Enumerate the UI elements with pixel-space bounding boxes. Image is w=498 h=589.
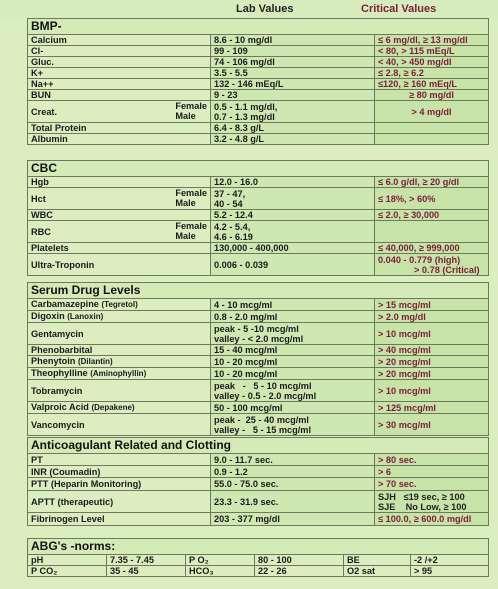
drugs-title: Serum Drug Levels [27, 282, 489, 298]
critical-value: ≤120, ≥ 160 mEq/L [375, 79, 489, 90]
bmp-title: BMP- [27, 18, 489, 34]
table-row [28, 177, 489, 188]
table-row [28, 368, 489, 380]
table-row [28, 345, 489, 356]
lab-value [211, 323, 375, 345]
table-row [28, 221, 489, 243]
row-name [28, 299, 211, 311]
drug-name: Digoxin [31, 311, 65, 321]
row-name: Fibrinogen Level [28, 513, 211, 526]
lab-value: 23.3 - 31.9 sec. [211, 491, 375, 513]
drug-brand: (Aminophyllin) [90, 369, 147, 378]
row-name [28, 101, 211, 123]
drugs-section [27, 282, 489, 436]
critical-value: > 30 mcg/ml [375, 414, 489, 436]
lab-value: 74 - 106 mg/dl [211, 57, 375, 68]
row-name: PT [28, 454, 211, 466]
troponin-high: 0.040 - 0.779 (high) [378, 254, 461, 265]
female-label: Female [175, 188, 207, 198]
abg-label: O2 sat [344, 566, 411, 577]
lab-value: 0.9 - 1.2 [211, 466, 375, 478]
abg-value: 35 - 45 [107, 566, 186, 577]
critical-value: ≤ 2.0, ≥ 30,000 [375, 210, 489, 221]
critical-value: ≤ 40,000, ≥ 999,000 [375, 243, 489, 254]
lab-value: 132 - 146 mEq/L [211, 79, 375, 90]
row-name: Total Protein [28, 123, 211, 134]
row-name [28, 188, 211, 210]
valley-value: valley - 0.5 - 2.0 mcg/ml [214, 390, 317, 401]
critical-value: ≤ 100.0, ≥ 600.0 mg/dl [375, 513, 489, 526]
table-row [28, 513, 489, 526]
critical-value: > 80 sec. [375, 454, 489, 466]
lab-value [211, 101, 375, 123]
lab-value [211, 414, 375, 436]
female-label: Female [175, 101, 207, 111]
critical-value: ≤ 6.0 g/dl, ≥ 20 g/dl [375, 177, 489, 188]
lab-value: 3.5 - 5.5 [211, 68, 375, 79]
drug-brand: (Dilantin) [77, 357, 113, 366]
lab-value: 5.2 - 12.4 [211, 210, 375, 221]
critical-value: > 2.0 mg/dl [375, 311, 489, 323]
lab-value: 6.4 - 8.3 g/L [211, 123, 375, 134]
lab-value: 10 - 20 mcg/ml [211, 356, 375, 368]
lab-value: 130,000 - 400,000 [211, 243, 375, 254]
critical-values-header: Critical Values [361, 3, 437, 15]
table-row [28, 555, 489, 566]
drug-name: Theophylline [31, 368, 88, 378]
male-label: Male [175, 230, 196, 241]
valley-value: valley - < 2.0 mcg/ml [214, 333, 304, 344]
table-row [28, 478, 489, 491]
lab-female: 37 - 47, [214, 188, 246, 199]
abg-value: 7.35 - 7.45 [107, 555, 186, 566]
critical-value: > 4 mg/dl [375, 101, 489, 123]
rbc-label: RBC [31, 226, 51, 237]
critical-value [375, 491, 489, 513]
critical-value: > 125 mcg/ml [375, 402, 489, 414]
lab-values-header: Lab Values [236, 3, 294, 15]
table-row [28, 311, 489, 323]
lab-value: 99 - 109 [211, 46, 375, 57]
abg-section [27, 538, 489, 577]
critical-value: > 20 mcg/ml [375, 356, 489, 368]
row-name [28, 368, 211, 380]
sex-labels [175, 102, 207, 121]
male-label: Male [175, 110, 196, 121]
lab-value: 0.006 - 0.039 [211, 254, 375, 276]
cbc-title: CBC [27, 160, 489, 176]
table-row [28, 68, 489, 79]
row-name: Gentamycin [28, 323, 211, 345]
critical-value [375, 254, 489, 276]
row-name: Cl- [28, 46, 211, 57]
sex-labels [175, 222, 207, 241]
row-name: K+ [28, 68, 211, 79]
critical-value: ≥ 80 mg/dl [375, 90, 489, 101]
table-row [28, 134, 489, 145]
row-name: Gluc. [28, 57, 211, 68]
lab-female: 0.5 - 1.1 mg/dl, [214, 101, 278, 112]
coag-title: Anticoagulant Related and Clotting [27, 437, 489, 453]
peak-value: peak - 5 -10 mcg/ml [214, 323, 299, 334]
abg-title: ABG's -norms: [27, 538, 489, 554]
row-name: Phenobarbital [28, 345, 211, 356]
row-name: WBC [28, 210, 211, 221]
aptt-sje: SJE No Low, ≥ 100 [378, 501, 467, 512]
table-row [28, 254, 489, 276]
bmp-section [27, 18, 489, 145]
lab-value: 10 - 20 mcg/ml [211, 368, 375, 380]
coag-section [27, 437, 489, 526]
abg-value: -2 /+2 [411, 555, 489, 566]
critical-value: < 40, > 450 mg/dl [375, 57, 489, 68]
row-name [28, 311, 211, 323]
row-name: Albumin [28, 134, 211, 145]
lab-value: 55.0 - 75.0 sec. [211, 478, 375, 491]
drug-brand: (Depakene) [91, 403, 135, 412]
table-row [28, 299, 489, 311]
table-row [28, 90, 489, 101]
valley-value: valley - 5 - 15 mcg/ml [214, 424, 312, 435]
lab-male: 0.7 - 1.3 mg/dl [214, 111, 275, 122]
male-label: Male [175, 197, 196, 208]
table-row [28, 323, 489, 345]
female-label: Female [175, 221, 207, 231]
drug-brand: (Tegretol) [101, 300, 138, 309]
aptt-sjh: SJH ≤19 sec, ≥ 100 [378, 491, 465, 502]
lab-value: 4 - 10 mcg/ml [211, 299, 375, 311]
table-row [28, 491, 489, 513]
row-name: Calcium [28, 35, 211, 46]
abg-value: 80 - 100 [255, 555, 344, 566]
creat-label: Creat. [31, 106, 58, 117]
lab-value: 12.0 - 16.0 [211, 177, 375, 188]
sex-labels [175, 189, 207, 208]
abg-value: 22 - 26 [255, 566, 344, 577]
drug-name: Carbamazepine [31, 299, 99, 309]
lab-value: 50 - 100 mcg/ml [211, 402, 375, 414]
lab-value: 3.2 - 4.8 g/L [211, 134, 375, 145]
table-row [28, 243, 489, 254]
lab-value: 0.8 - 2.0 mg/ml [211, 311, 375, 323]
row-name: BUN [28, 90, 211, 101]
abg-label: HCO₃ [186, 566, 255, 577]
abg-label: P CO₂ [28, 566, 107, 577]
table-row [28, 79, 489, 90]
critical-value: > 40 mcg/ml [375, 345, 489, 356]
lab-value: 203 - 377 mg/dl [211, 513, 375, 526]
row-name: Ultra-Troponin [28, 254, 211, 276]
table-row [28, 380, 489, 402]
lab-female: 4.2 - 5.4, [214, 221, 251, 232]
row-name [28, 402, 211, 414]
drug-name: Valproic Acid [31, 402, 89, 412]
lab-value [211, 188, 375, 210]
lab-male: 4.6 - 6.19 [214, 231, 253, 242]
critical-value: > 70 sec. [375, 478, 489, 491]
row-name: APTT (therapeutic) [28, 491, 211, 513]
critical-value: > 15 mcg/ml [375, 299, 489, 311]
lab-value [211, 380, 375, 402]
table-row [28, 123, 489, 134]
lab-value: 9 - 23 [211, 90, 375, 101]
table-row [28, 466, 489, 478]
table-row [28, 188, 489, 210]
lab-male: 40 - 54 [214, 198, 243, 209]
critical-value [375, 134, 489, 145]
row-name: Tobramycin [28, 380, 211, 402]
critical-value: > 10 mcg/ml [375, 323, 489, 345]
critical-value: > 10 mcg/ml [375, 380, 489, 402]
table-row [28, 101, 489, 123]
critical-value [375, 221, 489, 243]
troponin-critical: > 0.78 (Critical) [414, 264, 480, 275]
row-name: Platelets [28, 243, 211, 254]
peak-value: peak - 5 - 10 mcg/ml [214, 380, 312, 391]
table-row [28, 402, 489, 414]
table-row [28, 356, 489, 368]
table-row [28, 46, 489, 57]
abg-label: BE [344, 555, 411, 566]
row-name [28, 221, 211, 243]
critical-value: ≤ 2.8, ≥ 6.2 [375, 68, 489, 79]
lab-value: 9.0 - 11.7 sec. [211, 454, 375, 466]
drug-name: Phenytoin [31, 356, 76, 366]
row-name: Na++ [28, 79, 211, 90]
row-name: Vancomycin [28, 414, 211, 436]
lab-value: 15 - 40 mcg/ml [211, 345, 375, 356]
lab-value: 8.6 - 10 mg/dl [211, 35, 375, 46]
table-row [28, 57, 489, 68]
critical-value: ≤ 18%, > 60% [375, 188, 489, 210]
critical-value: ≤ 6 mg/dl, ≥ 13 mg/dl [375, 35, 489, 46]
row-name [28, 356, 211, 368]
hct-label: Hct [31, 193, 46, 204]
critical-value [375, 123, 489, 134]
cbc-section [27, 160, 489, 276]
critical-value: > 20 mcg/ml [375, 368, 489, 380]
drug-brand: (Lanoxin) [67, 312, 104, 321]
abg-label: P O₂ [186, 555, 255, 566]
table-row [28, 210, 489, 221]
critical-value: < 80, > 115 mEq/L [375, 46, 489, 57]
table-row [28, 566, 489, 577]
row-name: PTT (Heparin Monitoring) [28, 478, 211, 491]
row-name: INR (Coumadin) [28, 466, 211, 478]
lab-value [211, 221, 375, 243]
table-row [28, 414, 489, 436]
abg-value: > 95 [411, 566, 489, 577]
table-row [28, 454, 489, 466]
table-row [28, 35, 489, 46]
peak-value: peak - 25 - 40 mcg/ml [214, 414, 309, 425]
row-name: Hgb [28, 177, 211, 188]
critical-value: > 6 [375, 466, 489, 478]
abg-label: pH [28, 555, 107, 566]
